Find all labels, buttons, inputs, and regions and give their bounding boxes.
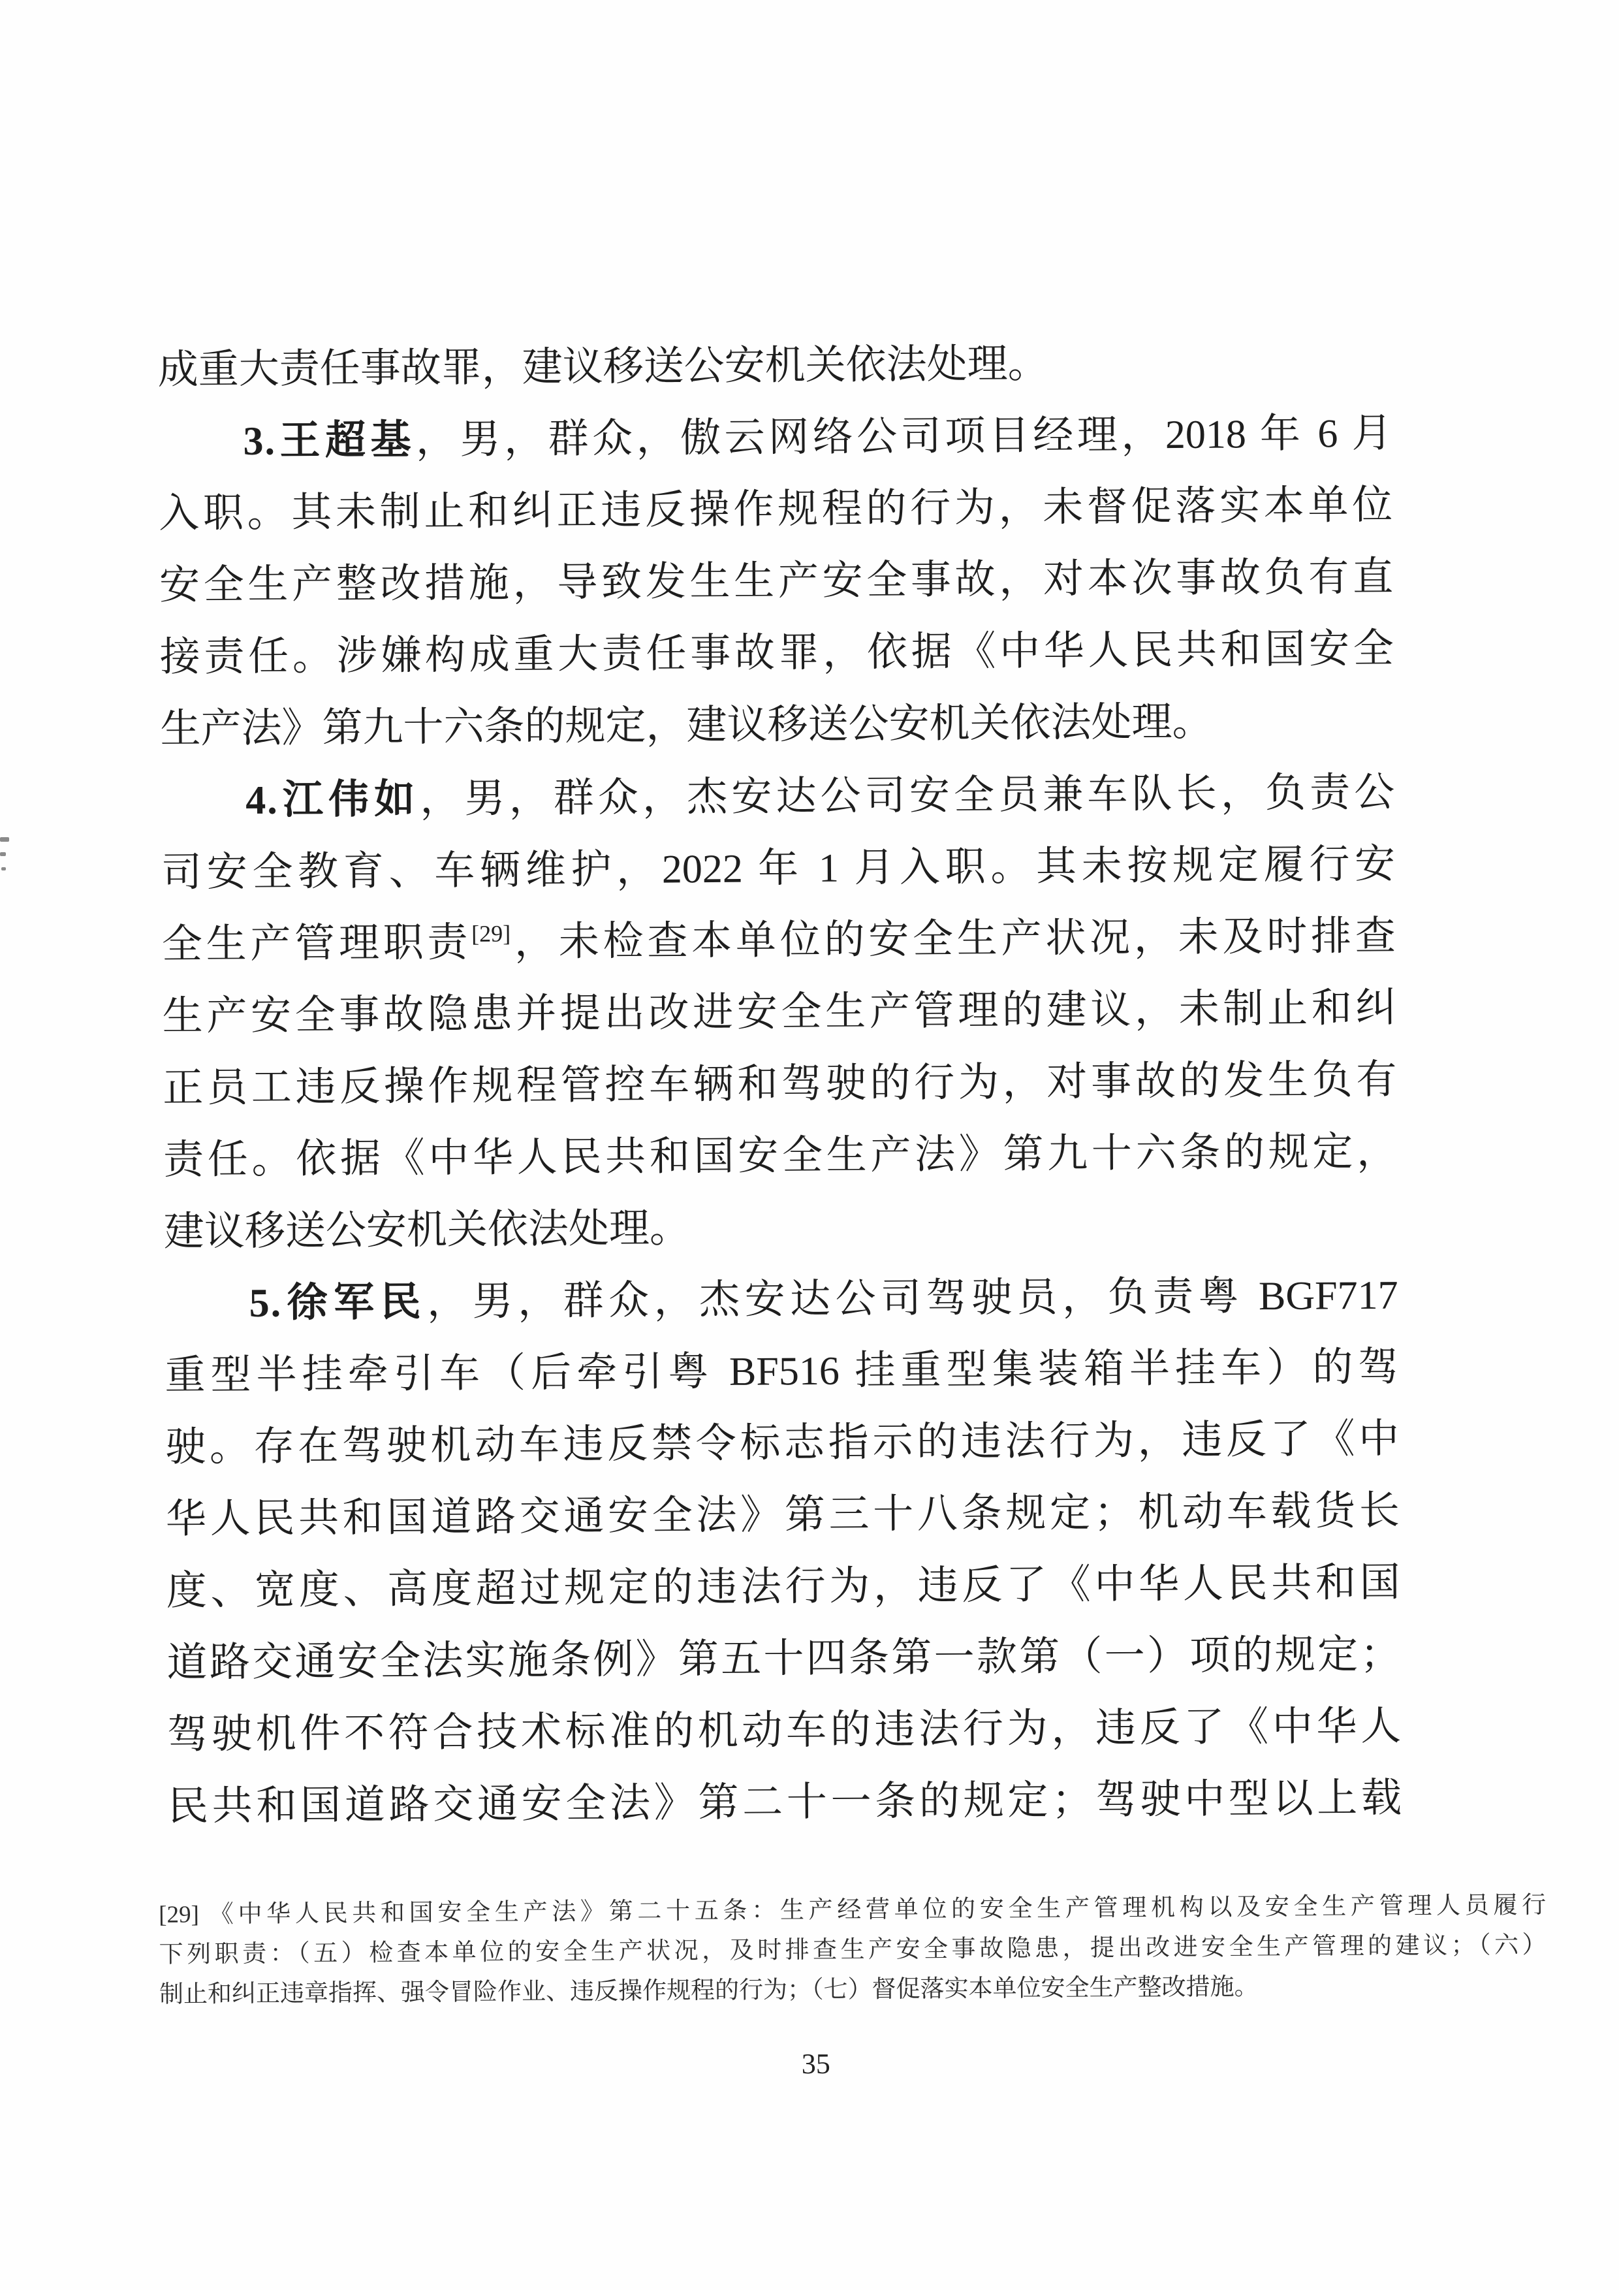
body-line [165, 1331, 1399, 1412]
body-line [168, 1762, 1402, 1843]
line-text: 安全生产整改措施，导致发生生产安全事故，对本次事故负有直 [159, 554, 1394, 608]
line-text: 华人民共和国道路交通安全法》第三十八条规定；机动车载货长 [165, 1488, 1400, 1542]
footnote-text: 下列职责：（五）检查本单位的安全生产状况，及时排查生产安全事故隐患，提出改进安全生产管理的建议；（六） [159, 1932, 1547, 1968]
line-text: 驾驶机件不符合技术标准的机动车的违法行为，违反了《中华人 [167, 1704, 1402, 1757]
line-text: 责任。依据《中华人民共和国安全生产法》第九十六条的规定， [163, 1129, 1398, 1183]
body-line [160, 685, 1394, 765]
body-line [161, 757, 1395, 837]
line-text: 正员工违反操作规程管控车辆和驾驶的行为，对事故的发生负有 [163, 1057, 1397, 1111]
line-text: 司安全教育、车辆维护，2022 年 1 月入职。其未按规定履行安 [161, 842, 1396, 895]
line-text: 生产安全事故隐患并提出改进安全生产管理的建议，未制止和纠 [162, 985, 1396, 1039]
body-line [161, 901, 1396, 981]
body-line [164, 1188, 1398, 1268]
body-line [161, 829, 1396, 909]
person-name: 4.江伟如 [245, 777, 420, 823]
body-line [162, 972, 1396, 1053]
body-line [159, 541, 1394, 622]
body-line [167, 1691, 1402, 1771]
footnote-block [159, 1885, 1547, 2015]
line-text: 建议移送公安机关依法处理。 [163, 1206, 691, 1254]
line-text: ，男，群众，傲云网络公司项目经理，2018 年 6 月 [415, 411, 1392, 463]
body-line [163, 1116, 1398, 1196]
line-text: 民共和国道路交通安全法》第二十一条的规定；驾驶中型以上载 [167, 1776, 1402, 1829]
body-line [166, 1547, 1400, 1627]
line-text: 道路交通安全法实施条例》第五十四条第一款第（一）项的规定； [166, 1632, 1401, 1685]
line-text: 度、宽度、高度超过规定的违法行为，违反了《中华人民共和国 [166, 1560, 1400, 1614]
line-text: 重型半挂牵引车（后牵引粤 BF516 挂重型集装箱半挂车）的驾 [165, 1345, 1399, 1398]
person-name: 5.徐军民 [249, 1280, 428, 1326]
body-line [163, 1044, 1397, 1124]
footnote-text: 制止和纠正违章指挥、强令冒险作业、违反操作规程的行为；（七）督促落实本单位安全生产整改措施。 [159, 1973, 1259, 2008]
body-text [157, 326, 1402, 1843]
line-text: 全生产管理职责 [161, 920, 472, 967]
person-name: 3.王超基 [243, 418, 417, 464]
body-line [159, 470, 1393, 550]
line-text: ，男，群众，杰安达公司安全员兼车队长，负责公 [420, 770, 1395, 822]
page-number: 35 [801, 2047, 830, 2081]
line-text: 生产法》第九十六条的规定，建议移送公安机关依法处理。 [160, 699, 1213, 752]
body-line [164, 1260, 1398, 1340]
body-line [165, 1403, 1400, 1484]
body-line [166, 1475, 1400, 1555]
footnote-reference-mark: [29] [471, 920, 511, 947]
line-text: 入职。其未制止和纠正违反操作规程的行为，未督促落实本单位 [158, 483, 1393, 536]
body-line [166, 1619, 1401, 1699]
footnote-text: [29] 《中华人民共和国安全生产法》第二十五条：生产经营单位的安全生产管理机构以及安全生产管理人员履行 [159, 1892, 1547, 1928]
body-line [158, 398, 1392, 478]
body-line [157, 326, 1392, 406]
body-line [159, 613, 1394, 694]
line-text: 成重大责任事故罪，建议移送公安机关依法处理。 [157, 342, 1048, 392]
line-text: 接责任。涉嫌构成重大责任事故罪，依据《中华人民共和国安全 [159, 626, 1394, 680]
line-text: 驶。存在驾驶机动车违反禁令标志指示的违法行为，违反了《中 [165, 1416, 1400, 1470]
line-text: ，男，群众，杰安达公司驾驶员，负责粤 BGF717 [426, 1273, 1398, 1325]
line-text: ，未检查本单位的安全生产状况，未及时排查 [511, 914, 1396, 965]
